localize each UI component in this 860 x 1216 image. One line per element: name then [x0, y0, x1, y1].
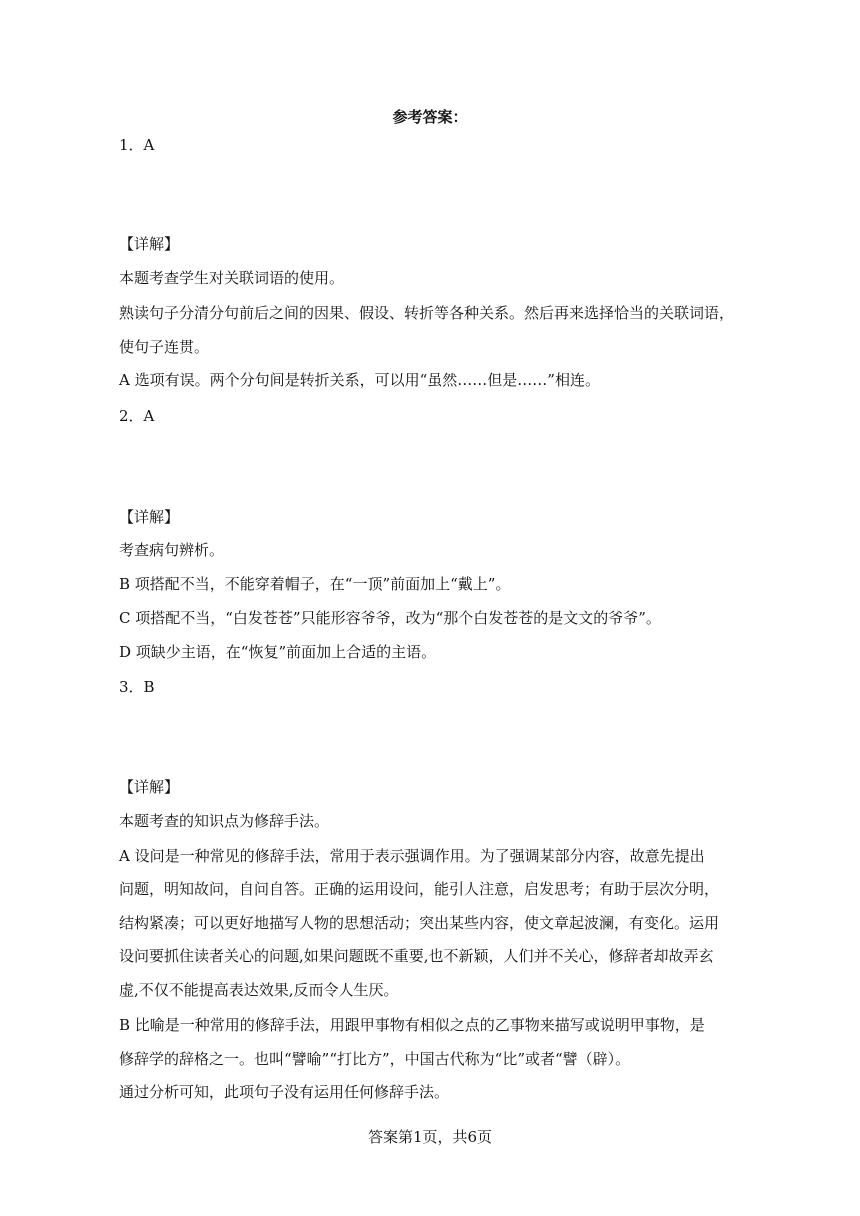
answer-1-paragraph: 熟读句子分清分句前后之间的因果、假设、转折等各种关系。然后再来选择恰当的关联词语， — [119, 304, 735, 322]
answer-1-paragraph: 本题考查学生对关联词语的使用。 — [119, 269, 345, 287]
answer-3-paragraph: 问题，明知故问，自问自答。正确的运用设问，能引人注意，启发思考；有助于层次分明， — [119, 880, 720, 898]
answer-3-paragraph: B 比喻是一种常用的修辞手法，用跟甲事物有相似之点的乙事物来描写或说明甲事物，是 — [119, 1016, 705, 1034]
answer-3-paragraph: A 设问是一种常见的修辞手法，常用于表示强调作用。为了强调某部分内容，故意先提出 — [119, 847, 705, 865]
answer-2-paragraph: D 项缺少主语，在“恢复”前面加上合适的主语。 — [119, 643, 437, 661]
answer-2-detail-heading: 【详解】 — [119, 508, 180, 526]
page-title: 参考答案： — [392, 108, 468, 126]
answer-1-label: 1．A — [119, 136, 155, 154]
answer-3-paragraph: 本题考查的知识点为修辞手法。 — [119, 812, 330, 830]
answer-3-paragraph: 结构紧凑；可以更好地描写人物的思想活动；突出某些内容，使文章起波澜，有变化。运用 — [119, 914, 720, 932]
answer-1-paragraph: A 选项有误。两个分句间是转折关系，可以用“虽然……但是……”相连。 — [119, 371, 600, 389]
answer-3-label: 3．B — [119, 678, 155, 696]
answer-2-paragraph: B 项搭配不当，不能穿着帽子，在“一顶”前面加上“戴上”。 — [119, 575, 511, 593]
answer-1-detail-heading: 【详解】 — [119, 235, 180, 253]
answer-2-paragraph: C 项搭配不当，“白发苍苍”只能形容爷爷，改为“那个白发苍苍的是文文的爷爷”。 — [119, 609, 661, 627]
answer-3-detail-heading: 【详解】 — [119, 778, 180, 796]
answer-2-paragraph: 考查病句辨析。 — [119, 541, 225, 559]
page-footer: 答案第1页，共6页 — [367, 1128, 493, 1146]
answer-3-paragraph: 通过分析可知，此项句子没有运用任何修辞手法。 — [119, 1083, 450, 1101]
answer-1-paragraph: 使句子连贯。 — [119, 338, 210, 356]
answer-3-paragraph: 虚,不仅不能提高表达效果,反而令人生厌。 — [119, 981, 399, 999]
answer-2-label: 2．A — [119, 407, 155, 425]
answer-3-paragraph: 修辞学的辞格之一。也叫“譬喻”“打比方”，中国古代称为“比”或者“譬（辟）。 — [119, 1050, 631, 1068]
answer-3-paragraph: 设问要抓住读者关心的问题,如果问题既不重要,也不新颖，人们并不关心，修辞者却故弄玄 — [119, 947, 714, 965]
